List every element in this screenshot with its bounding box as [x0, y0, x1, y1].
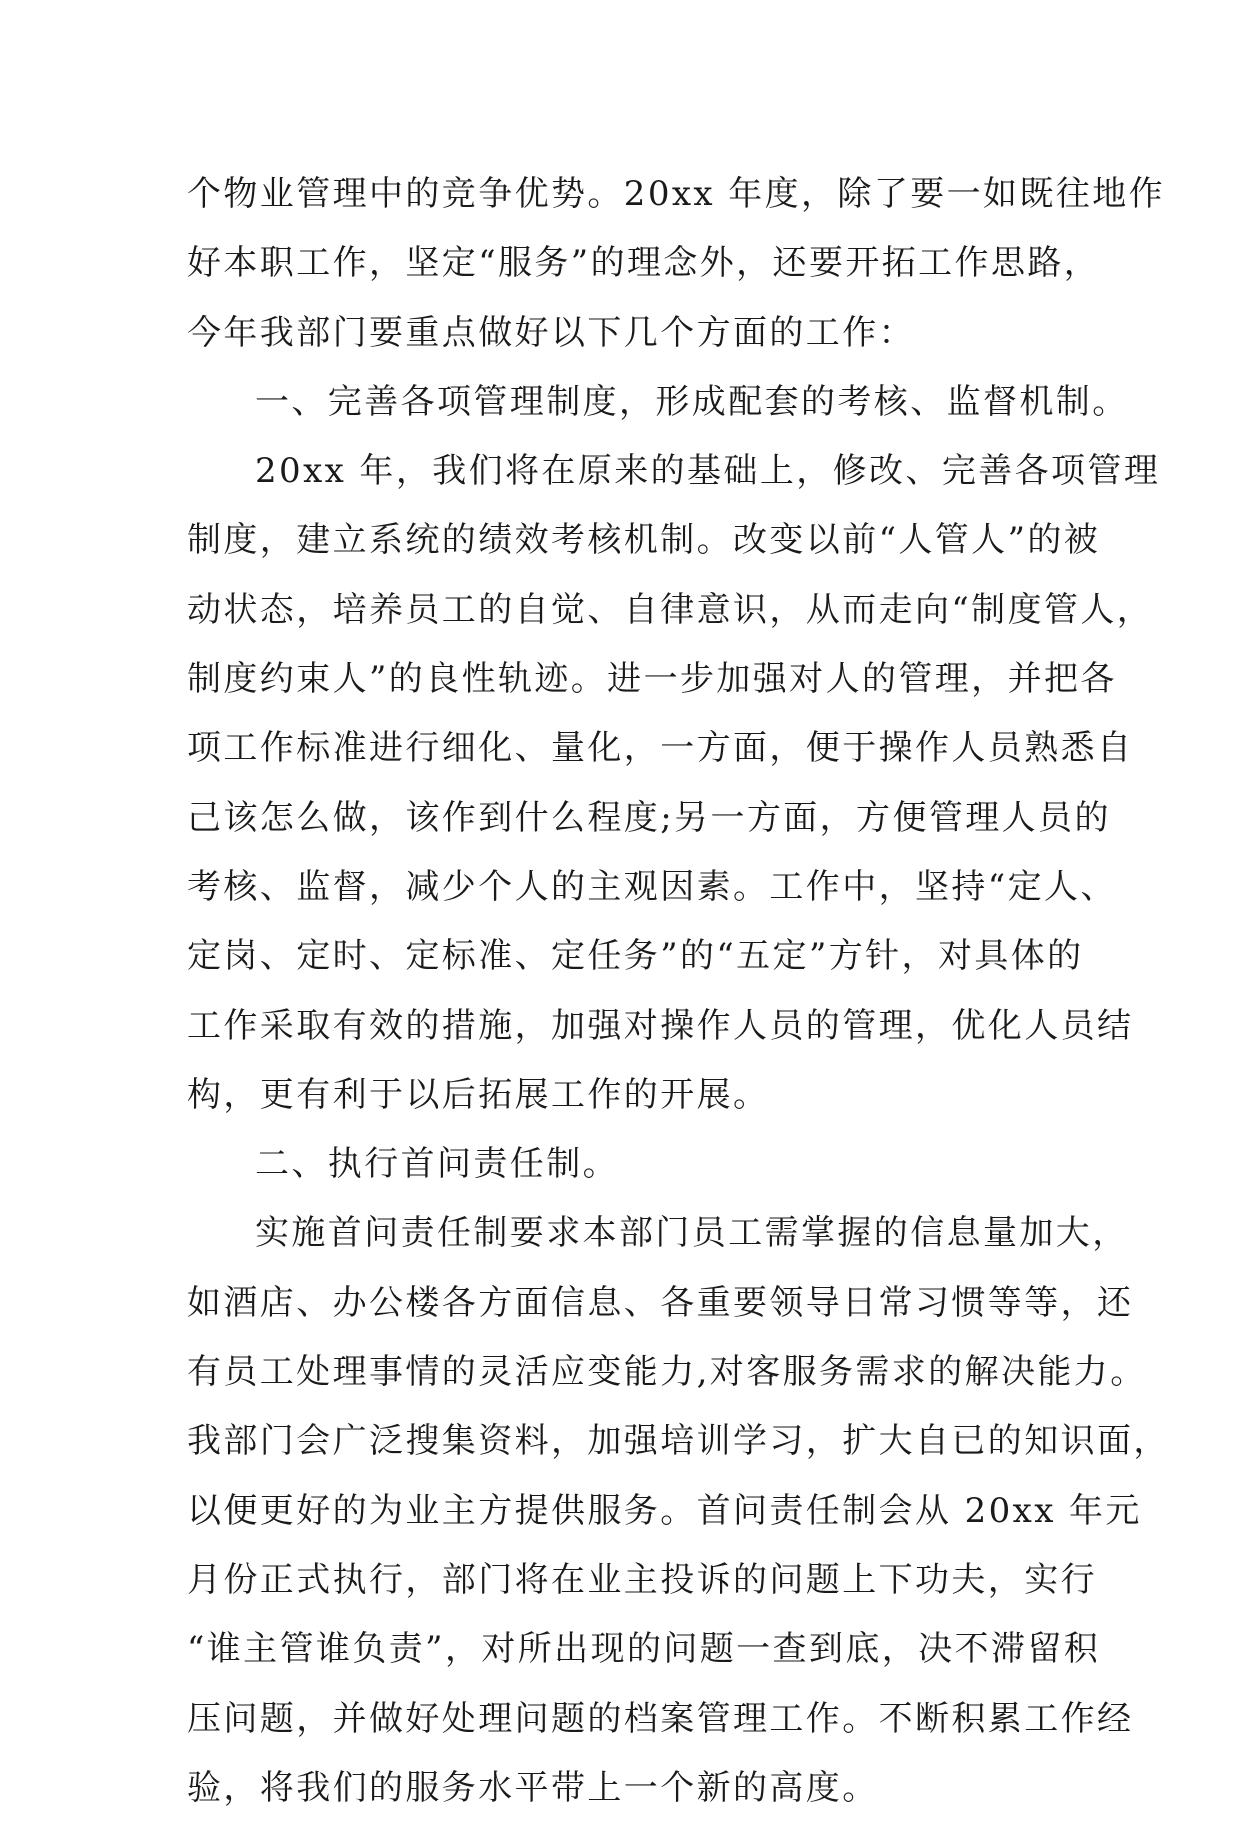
body-line: 以便更好的为业主方提供服务。首问责任制会从 20xx 年元: [187, 1490, 1142, 1531]
body-line: 定岗、定时、定标准、定任务”的“五定”方针，对具体的: [187, 936, 1084, 977]
body-line: 压问题，并做好处理问题的档案管理工作。不断积累工作经: [187, 1698, 1134, 1739]
body-line: 制度约束人”的良性轨迹。进一步加强对人的管理，并把各: [187, 659, 1117, 700]
body-line: 有员工处理事情的灵活应变能力,对客服务需求的解决能力。: [187, 1352, 1147, 1393]
body-line: 月份正式执行，部门将在业主投诉的问题上下功夫，实行: [187, 1559, 1097, 1600]
body-line: 我部门会广泛搜集资料，加强培训学习，扩大自已的知识面，: [187, 1421, 1170, 1462]
document-body: [187, 160, 1170, 1823]
body-line: 好本职工作，坚定“服务”的理念外，还要开拓工作思路，: [187, 243, 1101, 284]
body-line: 制度，建立系统的绩效考核机制。改变以前“人管人”的被: [187, 520, 1101, 561]
body-line: 考核、监督，减少个人的主观因素。工作中，坚持“定人、: [187, 866, 1117, 907]
body-line: 动状态，培养员工的自觉、自律意识，从而走向“制度管人，: [187, 589, 1154, 630]
body-line: “谁主管谁负责”，对所出现的问题一查到底，决不滞留积: [187, 1629, 1101, 1670]
body-line: 今年我部门要重点做好以下几个方面的工作：: [187, 312, 915, 353]
body-line: 个物业管理中的竞争优势。20xx 年度，除了要一如既往地作: [187, 174, 1166, 214]
body-line: 己该怎么做，该作到什么程度;另一方面，方便管理人员的: [187, 797, 1111, 838]
section-heading-1: 一、完善各项管理制度，形成配套的考核、监督机制。: [255, 381, 1129, 422]
section-heading-2: 二、执行首问责任制。: [255, 1144, 619, 1185]
body-line: 工作采取有效的措施，加强对操作人员的管理，优化人员结: [187, 1005, 1134, 1046]
paragraph-start-line: 20xx 年，我们将在原来的基础上，修改、完善各项管理: [255, 451, 1161, 492]
body-line: 验，将我们的服务水平带上一个新的高度。: [187, 1767, 879, 1808]
paragraph-start-line: 实施首问责任制要求本部门员工需掌握的信息量加大，: [255, 1213, 1129, 1254]
body-line: 如酒店、办公楼各方面信息、各重要领导日常习惯等等，还: [187, 1282, 1134, 1323]
body-line: 项工作标准进行细化、量化，一方面，便于操作人员熟悉自: [187, 728, 1134, 769]
body-line: 构，更有利于以后拓展工作的开展。: [187, 1074, 770, 1115]
